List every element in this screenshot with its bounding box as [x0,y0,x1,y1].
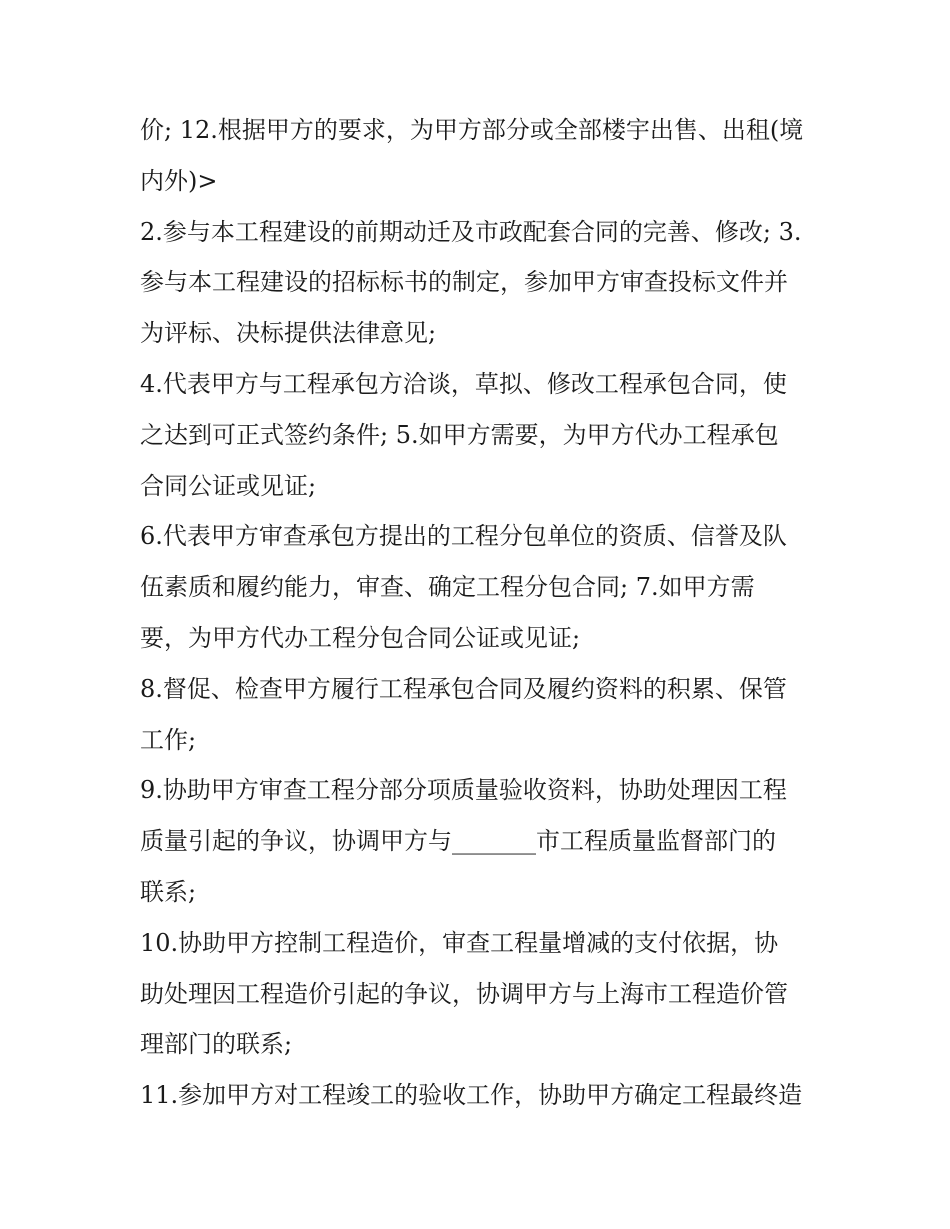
text-line: 要，为甲方代办工程分包合同公证或见证; [140,623,581,652]
text-line: 10.协助甲方控制工程造价，审查工程量增减的支付依据，协 [140,928,779,957]
text-line: 质量引起的争议，协调甲方与_______市工程质量监督部门的 [140,827,776,856]
text-line: 价; 12.根据甲方的要求，为甲方部分或全部楼宇出售、出租(境 [140,116,804,144]
text-line: 助处理因工程造价引起的争议，协调甲方与上海市工程造价管 [140,979,788,1008]
text-line: 2.参与本工程建设的前期动迁及市政配套合同的完善、修改; 3. [140,217,802,246]
text-line: 为评标、决标提供法律意见; [140,319,437,348]
text-line: 内外)> [140,166,218,195]
text-line: 参与本工程建设的招标标书的制定，参加甲方审查投标文件并 [140,268,788,297]
text-line: 11.参加甲方对工程竣工的验收工作，协助甲方确定工程最终造 [140,1081,803,1110]
document-body [140,105,820,1121]
text-line: 合同公证或见证; [140,471,317,500]
text-line: 4.代表甲方与工程承包方洽谈，草拟、修改工程承包合同，使 [140,369,787,398]
text-line: 联系; [140,877,197,906]
text-line: 9.协助甲方审查工程分部分项质量验收资料，协助处理因工程 [140,776,787,805]
text-line: 8.督促、检查甲方履行工程承包合同及履约资料的积累、保管 [140,674,787,703]
text-line: 6.代表甲方审查承包方提出的工程分包单位的资质、信誉及队 [140,522,787,551]
text-line: 工作; [140,725,197,754]
text-line: 之达到可正式签约条件; 5.如甲方需要，为甲方代办工程承包 [140,420,779,449]
text-line: 理部门的联系; [140,1030,293,1059]
text-line: 伍素质和履约能力，审查、确定工程分包合同; 7.如甲方需 [140,573,755,602]
